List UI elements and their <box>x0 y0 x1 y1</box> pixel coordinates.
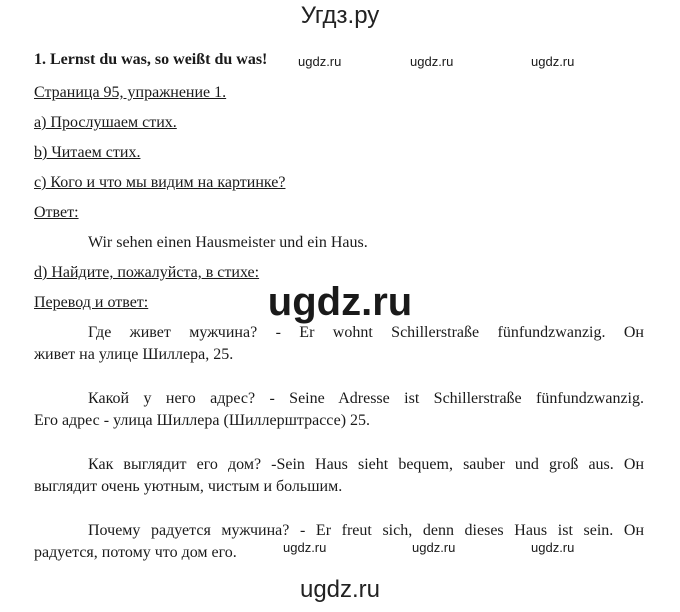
site-title: Угдз.ру <box>300 2 380 29</box>
watermark-small: ugdz.ru <box>410 54 454 69</box>
watermark-small: ugdz.ru <box>283 540 327 555</box>
paragraph-2 <box>34 388 644 432</box>
answer-text: Wir sehen einen Hausmeister und ein Haus. <box>88 234 368 251</box>
paragraph-line: Его адрес - улица Шиллера (Шиллерштрассе) 25. <box>34 412 371 429</box>
watermark-small: ugdz.ru <box>531 540 575 555</box>
paragraph-line: Как выглядит его дом? -Sein Haus sieht bequem, sauber und groß aus. Он <box>88 456 644 473</box>
paragraph-line: живет на улице Шиллера, 25. <box>34 346 234 363</box>
paragraph-1 <box>34 322 644 366</box>
task-c: c) Кого и что мы видим на картинке? <box>34 174 286 191</box>
task-d: d) Найдите, пожалуйста, в стихе: <box>34 264 260 281</box>
page-reference: Страница 95, упражнение 1. <box>34 84 227 101</box>
watermark-small: ugdz.ru <box>412 540 456 555</box>
paragraph-3 <box>34 454 644 498</box>
paragraph-line: Почему радуется мужчина? - Er freut sich, denn dieses Haus ist sein. Он <box>88 522 644 539</box>
paragraph-line: радуется, потому что дом его. <box>34 544 237 561</box>
answer-label: Ответ: <box>34 204 79 221</box>
watermark-bottom: ugdz.ru <box>299 576 381 603</box>
paragraph-line: выглядит очень уютным, чистым и большим. <box>34 478 343 495</box>
watermark-small: ugdz.ru <box>298 54 342 69</box>
exercise-heading: 1. Lernst du was, so weißt du was! <box>34 51 268 68</box>
paragraph-line: Где живет мужчина? - Er wohnt Schillerstraße fünfundzwanzig. Он <box>88 324 644 341</box>
translation-label: Перевод и ответ: <box>34 294 149 311</box>
paragraph-line: Какой у него адрес? - Seine Adresse ist Schillerstraße fünfundzwanzig. <box>88 390 644 407</box>
watermark-small: ugdz.ru <box>531 54 575 69</box>
task-b: b) Читаем стих. <box>34 144 141 161</box>
watermark-large: ugdz.ru <box>267 280 413 324</box>
task-a: a) Прослушаем стих. <box>34 114 177 131</box>
